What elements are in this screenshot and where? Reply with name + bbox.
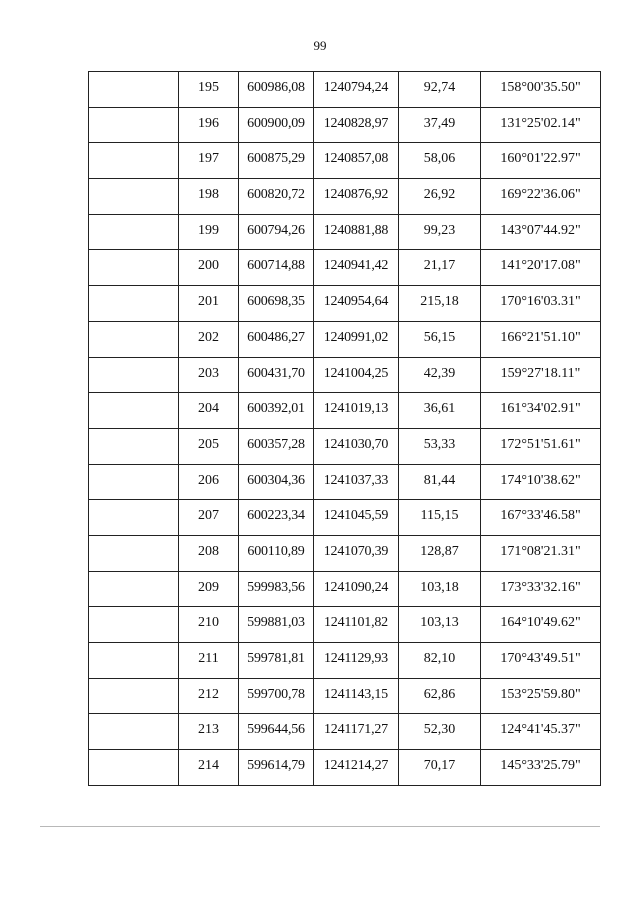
y-coordinate-cell: 1240954,64 [314,286,399,322]
y-coordinate-cell: 1241171,27 [314,714,399,750]
blank-cell [89,357,179,393]
angle-cell: 169°22'36.06" [481,179,601,215]
x-coordinate-cell: 600794,26 [239,214,314,250]
table-row [89,286,601,322]
table-row [89,321,601,357]
angle-cell: 170°43'49.51" [481,643,601,679]
blank-cell [89,535,179,571]
point-number-cell: 196 [179,107,239,143]
table-row [89,143,601,179]
angle-cell: 159°27'18.11" [481,357,601,393]
blank-cell [89,464,179,500]
y-coordinate-cell: 1241129,93 [314,643,399,679]
angle-cell: 158°00'35.50" [481,72,601,108]
length-cell: 81,44 [399,464,481,500]
scan-artifact [40,826,600,827]
blank-cell [89,607,179,643]
coordinates-table [88,71,601,786]
y-coordinate-cell: 1241030,70 [314,428,399,464]
x-coordinate-cell: 599700,78 [239,678,314,714]
length-cell: 103,13 [399,607,481,643]
length-cell: 21,17 [399,250,481,286]
y-coordinate-cell: 1240876,92 [314,179,399,215]
length-cell: 62,86 [399,678,481,714]
length-cell: 37,49 [399,107,481,143]
x-coordinate-cell: 599881,03 [239,607,314,643]
length-cell: 52,30 [399,714,481,750]
y-coordinate-cell: 1240941,42 [314,250,399,286]
blank-cell [89,321,179,357]
y-coordinate-cell: 1240794,24 [314,72,399,108]
length-cell: 58,06 [399,143,481,179]
point-number-cell: 208 [179,535,239,571]
table-row [89,107,601,143]
point-number-cell: 202 [179,321,239,357]
blank-cell [89,143,179,179]
blank-cell [89,643,179,679]
point-number-cell: 207 [179,500,239,536]
length-cell: 92,74 [399,72,481,108]
blank-cell [89,72,179,108]
length-cell: 99,23 [399,214,481,250]
y-coordinate-cell: 1241101,82 [314,607,399,643]
y-coordinate-cell: 1241214,27 [314,750,399,786]
point-number-cell: 213 [179,714,239,750]
length-cell: 128,87 [399,535,481,571]
length-cell: 42,39 [399,357,481,393]
y-coordinate-cell: 1241037,33 [314,464,399,500]
y-coordinate-cell: 1241090,24 [314,571,399,607]
length-cell: 36,61 [399,393,481,429]
point-number-cell: 211 [179,643,239,679]
blank-cell [89,571,179,607]
x-coordinate-cell: 599614,79 [239,750,314,786]
table-body [89,72,601,786]
x-coordinate-cell: 600357,28 [239,428,314,464]
table-row [89,750,601,786]
y-coordinate-cell: 1241070,39 [314,535,399,571]
table-row [89,393,601,429]
y-coordinate-cell: 1240828,97 [314,107,399,143]
table-row [89,643,601,679]
length-cell: 82,10 [399,643,481,679]
table-row [89,214,601,250]
y-coordinate-cell: 1240857,08 [314,143,399,179]
x-coordinate-cell: 600110,89 [239,535,314,571]
blank-cell [89,678,179,714]
x-coordinate-cell: 600486,27 [239,321,314,357]
angle-cell: 173°33'32.16" [481,571,601,607]
length-cell: 103,18 [399,571,481,607]
length-cell: 215,18 [399,286,481,322]
angle-cell: 174°10'38.62" [481,464,601,500]
page-number: 99 [313,38,327,53]
blank-cell [89,714,179,750]
x-coordinate-cell: 600223,34 [239,500,314,536]
point-number-cell: 203 [179,357,239,393]
y-coordinate-cell: 1240881,88 [314,214,399,250]
x-coordinate-cell: 600392,01 [239,393,314,429]
angle-cell: 153°25'59.80" [481,678,601,714]
angle-cell: 172°51'51.61" [481,428,601,464]
point-number-cell: 200 [179,250,239,286]
angle-cell: 170°16'03.31" [481,286,601,322]
x-coordinate-cell: 600698,35 [239,286,314,322]
angle-cell: 160°01'22.97" [481,143,601,179]
x-coordinate-cell: 599983,56 [239,571,314,607]
x-coordinate-cell: 600900,09 [239,107,314,143]
y-coordinate-cell: 1241019,13 [314,393,399,429]
blank-cell [89,179,179,215]
x-coordinate-cell: 600820,72 [239,179,314,215]
length-cell: 53,33 [399,428,481,464]
table-row [89,571,601,607]
x-coordinate-cell: 600714,88 [239,250,314,286]
length-cell: 56,15 [399,321,481,357]
angle-cell: 164°10'49.62" [481,607,601,643]
point-number-cell: 198 [179,179,239,215]
point-number-cell: 214 [179,750,239,786]
table-row [89,678,601,714]
table-row [89,179,601,215]
point-number-cell: 206 [179,464,239,500]
blank-cell [89,750,179,786]
angle-cell: 161°34'02.91" [481,393,601,429]
blank-cell [89,393,179,429]
blank-cell [89,428,179,464]
point-number-cell: 212 [179,678,239,714]
point-number-cell: 199 [179,214,239,250]
table-row [89,428,601,464]
angle-cell: 171°08'21.31" [481,535,601,571]
y-coordinate-cell: 1241045,59 [314,500,399,536]
length-cell: 26,92 [399,179,481,215]
x-coordinate-cell: 599781,81 [239,643,314,679]
table-row [89,357,601,393]
angle-cell: 167°33'46.58" [481,500,601,536]
table-row [89,714,601,750]
length-cell: 70,17 [399,750,481,786]
angle-cell: 141°20'17.08" [481,250,601,286]
angle-cell: 143°07'44.92" [481,214,601,250]
angle-cell: 131°25'02.14" [481,107,601,143]
table-row [89,464,601,500]
point-number-cell: 209 [179,571,239,607]
angle-cell: 124°41'45.37" [481,714,601,750]
table-row [89,535,601,571]
blank-cell [89,286,179,322]
x-coordinate-cell: 600875,29 [239,143,314,179]
x-coordinate-cell: 599644,56 [239,714,314,750]
point-number-cell: 197 [179,143,239,179]
table-row [89,72,601,108]
x-coordinate-cell: 600304,36 [239,464,314,500]
blank-cell [89,500,179,536]
y-coordinate-cell: 1240991,02 [314,321,399,357]
table-row [89,500,601,536]
blank-cell [89,107,179,143]
x-coordinate-cell: 600986,08 [239,72,314,108]
blank-cell [89,214,179,250]
length-cell: 115,15 [399,500,481,536]
point-number-cell: 195 [179,72,239,108]
y-coordinate-cell: 1241004,25 [314,357,399,393]
blank-cell [89,250,179,286]
y-coordinate-cell: 1241143,15 [314,678,399,714]
table-row [89,250,601,286]
point-number-cell: 210 [179,607,239,643]
point-number-cell: 204 [179,393,239,429]
point-number-cell: 201 [179,286,239,322]
table-row [89,607,601,643]
angle-cell: 145°33'25.79" [481,750,601,786]
angle-cell: 166°21'51.10" [481,321,601,357]
x-coordinate-cell: 600431,70 [239,357,314,393]
point-number-cell: 205 [179,428,239,464]
